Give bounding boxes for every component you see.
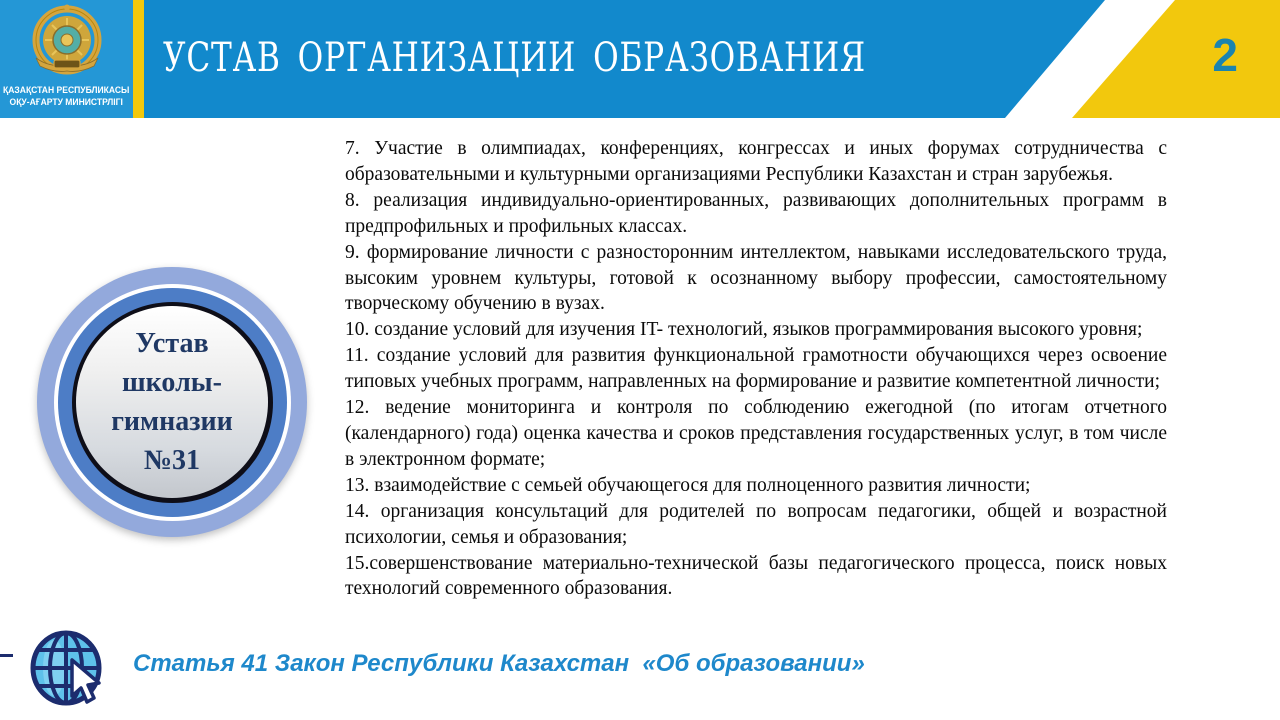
speed-line-decoration bbox=[0, 654, 13, 657]
slide-title: УСТАВ ОРГАНИЗАЦИИ ОБРАЗОВАНИЯ bbox=[163, 35, 867, 81]
charter-item: 15.совершенствование материально-технической базы педагогического процесса, поиск новых технологий современного образования. bbox=[345, 552, 1167, 600]
school-charter-badge bbox=[37, 267, 307, 537]
yellow-divider-stripe bbox=[133, 0, 144, 118]
charter-item: 13. взаимодействие с семьей обучающегося для полноценного развития личности; bbox=[345, 474, 1031, 496]
ministry-logo-panel bbox=[0, 0, 133, 118]
badge-line-3: гимназии bbox=[111, 406, 233, 437]
charter-item: 11. создание условий для развития функциональной грамотности обучающихся через освоение типовых учебных программ, направленных на формирование и развитие компетентной личности; bbox=[345, 345, 1167, 393]
ministry-name-line2: ОҚУ-АҒАРТУ МИНИСТРЛІГІ bbox=[9, 97, 124, 108]
charter-item: 12. ведение мониторинга и контроля по соблюдению ежегодной (по итогам отчетного (календарного) года) оценка качества и сроков представления государственных услуг, в том числе в электронном формате; bbox=[345, 397, 1167, 470]
legal-source-reference: Статья 41 Закон Республики Казахстан «Об образовании» bbox=[133, 650, 865, 677]
charter-item: 8. реализация индивидуально-ориентированных, развивающих дополнительных программ в предпрофильных и профильных классах. bbox=[345, 189, 1167, 237]
ministry-name-line1: ҚАЗАҚСТАН РЕСПУБЛИКАСЫ bbox=[3, 85, 130, 96]
slide-number: 2 bbox=[1212, 29, 1238, 81]
header-banner bbox=[0, 0, 1280, 118]
charter-item: 14. организация консультаций для родителей по вопросам педагогики, общей и возрастной психологии, семья и образования; bbox=[345, 500, 1167, 548]
badge-line-2: школы- bbox=[122, 367, 222, 398]
charter-item: 7. Участие в олимпиадах, конференциях, конгрессах и иных форумах сотрудничества с образовательными и культурными организациями Республики Казахстан и стран зарубежья. bbox=[345, 138, 1167, 185]
charter-item: 9. формирование личности с разносторонним интеллектом, навыками исследовательского труда, высоким уровнем культуры, готовой к осознанному выбору профессии, самостоятельному творческому обучению в вузах. bbox=[345, 241, 1167, 315]
badge-label bbox=[76, 306, 268, 498]
badge-line-4: №31 bbox=[143, 445, 201, 476]
badge-line-1: Устав bbox=[135, 328, 209, 359]
badge-ring-white bbox=[54, 284, 291, 521]
charter-items-list bbox=[345, 136, 1167, 602]
ministry-name bbox=[3, 85, 129, 109]
charter-item: 10. создание условий для изучения IT- технологий, языков программирования высокого уровня; bbox=[345, 319, 1143, 341]
globe-cursor-icon bbox=[28, 630, 124, 712]
badge-ring-blue bbox=[58, 288, 287, 517]
kazakhstan-coat-of-arms-icon bbox=[28, 4, 106, 84]
corner-decoration bbox=[1000, 0, 1280, 118]
badge-ring-dark bbox=[72, 302, 273, 503]
